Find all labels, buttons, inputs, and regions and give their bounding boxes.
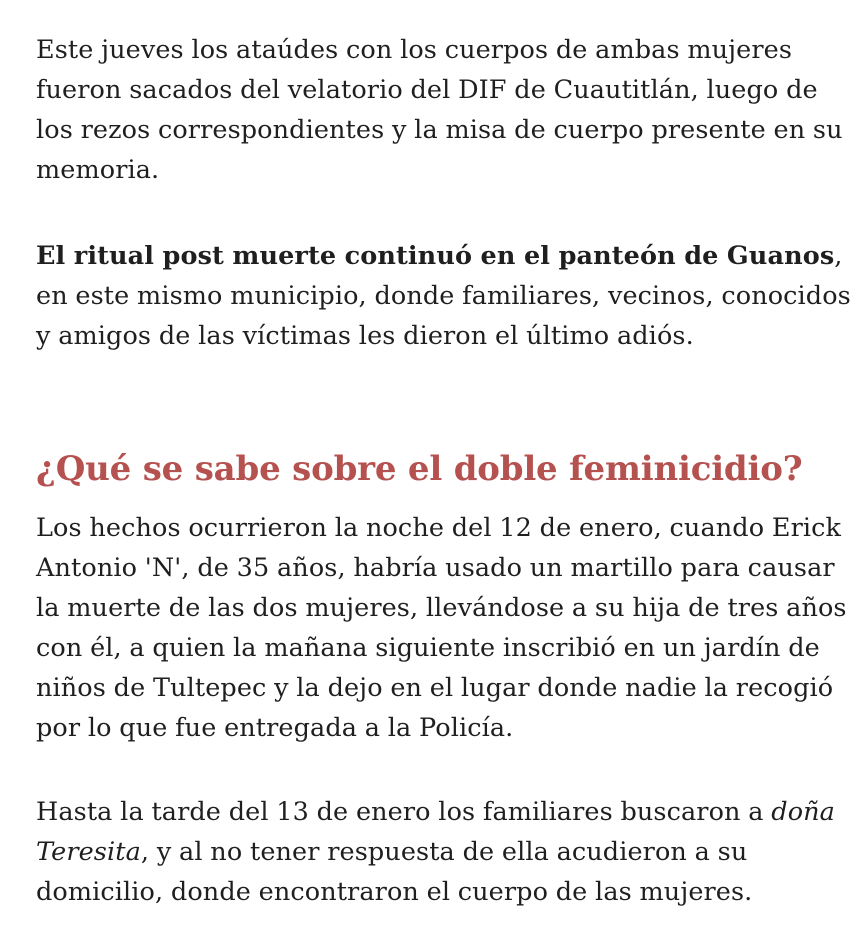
paragraph-burial-bold: El ritual post muerte continuó en el panteón de Guanos bbox=[36, 241, 835, 271]
paragraph-funeral: Este jueves los ataúdes con los cuerpos de ambas mujeres fueron sacados del velatorio del DIF de Cuautitlán, luego de los rezos correspondientes y la misa de cuerpo presente en su memoria. bbox=[36, 35, 843, 185]
section-heading: ¿Qué se sabe sobre el doble feminicidio? bbox=[36, 449, 803, 489]
paragraph-facts: Los hechos ocurrieron la noche del 12 de enero, cuando Erick Antonio 'N', de 35 años, habría usado un martillo para causar la muerte de las dos mujeres, llevándose a su hija de tres años con él, a quien la mañana siguiente inscribió en un jardín de niños de Tultepec y la dejo en el lugar donde nadie la recogió por lo que fue entregada a la Policía. bbox=[36, 513, 847, 743]
paragraph-discovery-name: doña Teresita bbox=[36, 797, 835, 867]
paragraph-discovery-start: Hasta la tarde del 13 de enero los familiares buscaron a bbox=[36, 797, 772, 827]
paragraph-discovery bbox=[36, 792, 860, 912]
paragraph-discovery-rest: , y al no tener respuesta de ella acudieron a su domicilio, donde encontraron el cuerpo de las mujeres. bbox=[36, 837, 753, 907]
paragraph-burial-rest: , en este mismo municipio, donde familiares, vecinos, conocidos y amigos de las víctimas les dieron el último adiós. bbox=[36, 241, 851, 351]
paragraph-burial bbox=[36, 236, 860, 356]
